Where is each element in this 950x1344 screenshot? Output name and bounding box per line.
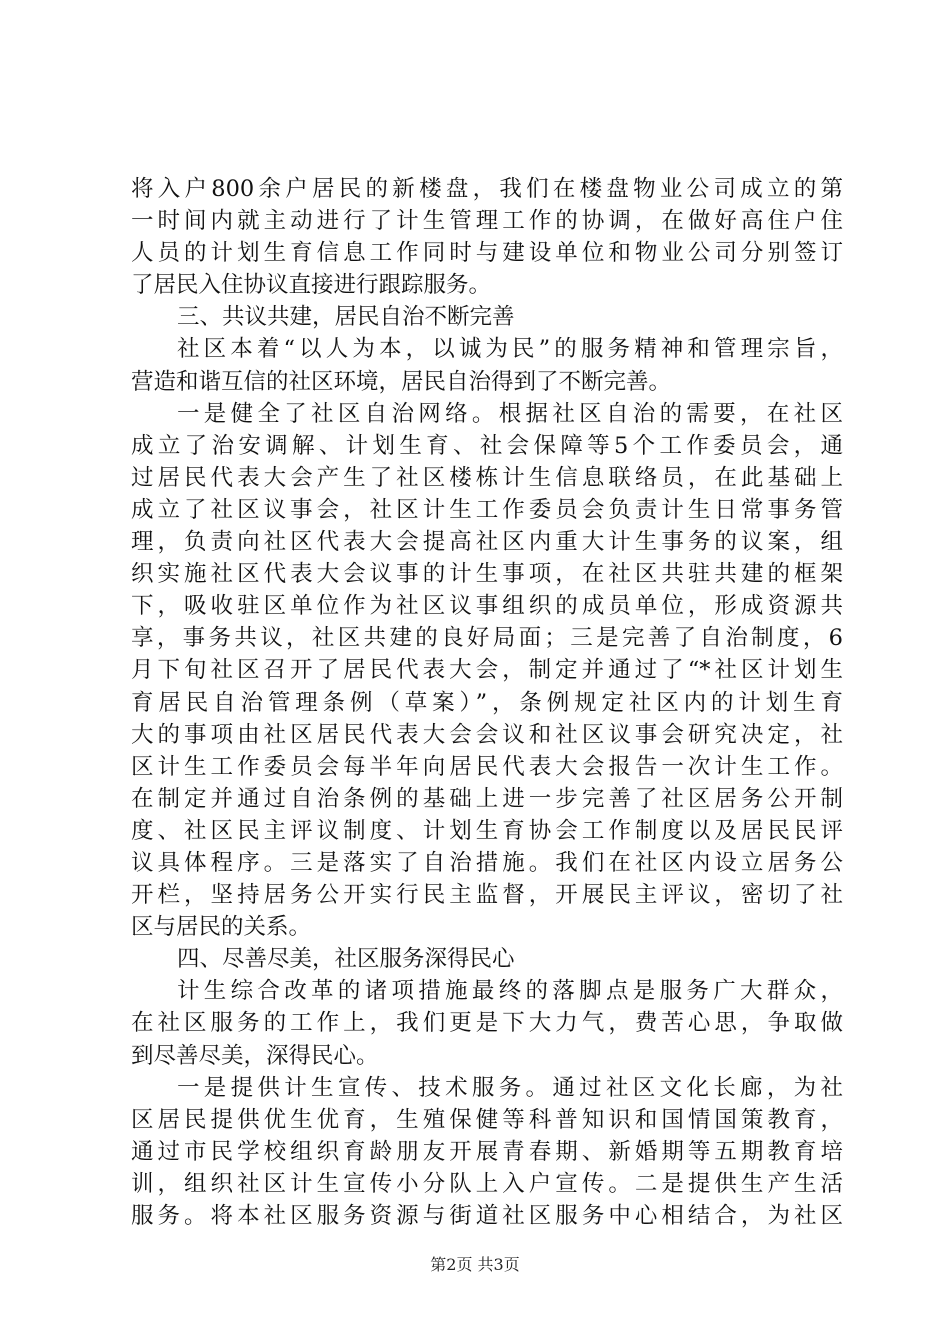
- text-line: 服务。将本社区服务资源与街道社区服务中心相结合，为社区: [131, 1203, 843, 1229]
- text-line: 计生综合改革的诸项措施最终的落脚点是服务广大群众，: [177, 978, 843, 1005]
- section-heading: 四、尽善尽美，社区服务深得民心: [177, 946, 515, 973]
- text-line: 成立了社区议事会，社区计生工作委员会负责计生日常事务管: [131, 496, 843, 523]
- text-line: 区计生工作委员会每半年向居民代表大会报告一次计生工作。: [131, 753, 843, 780]
- text-line: 区居民提供优生优育，生殖保健等科普知识和国情国策教育，: [131, 1106, 843, 1133]
- text-line: 织实施社区代表大会议事的计生事项，在社区共驻共建的框架: [131, 561, 843, 588]
- section-heading: 三、共议共建，居民自治不断完善: [177, 304, 515, 331]
- text-line: 享，事务共议，社区共建的良好局面；三是完善了自治制度，6: [131, 625, 843, 652]
- text-line: 度、社区民主评议制度、计划生育协会工作制度以及居民民评: [131, 817, 843, 844]
- text-line: 开栏，坚持居务公开实行民主监督，开展民主评议，密切了社: [131, 882, 843, 909]
- text-line: 训，组织社区计生宣传小分队上入户宣传。二是提供生产生活: [131, 1170, 843, 1197]
- text-line: 营造和谐互信的社区环境，居民自治得到了不断完善。: [131, 368, 672, 395]
- text-line: 育居民自治管理条例（草案）”，条例规定社区内的计划生育: [131, 689, 843, 716]
- text-line: 一时间内就主动进行了计生管理工作的协调，在做好高住户住: [131, 208, 843, 235]
- text-line: 一是健全了社区自治网络。根据社区自治的需要，在社区: [177, 400, 843, 427]
- text-line: 通过市民学校组织育龄朋友开展青春期、新婚期等五期教育培: [131, 1138, 843, 1165]
- text-line: 过居民代表大会产生了社区楼栋计生信息联络员，在此基础上: [131, 464, 843, 491]
- text-line: 区与居民的关系。: [131, 914, 312, 941]
- text-line: 了居民入住协议直接进行跟踪服务。: [131, 272, 492, 299]
- text-line: 到尽善尽美，深得民心。: [131, 1042, 379, 1069]
- document-body: [131, 173, 843, 1232]
- text-line: 将入户800余户居民的新楼盘，我们在楼盘物业公司成立的第: [131, 176, 843, 202]
- text-line: 议具体程序。三是落实了自治措施。我们在社区内设立居务公: [131, 849, 843, 876]
- page-number-footer: 第2页 共3页: [430, 1255, 520, 1274]
- text-line: 人员的计划生育信息工作同时与建设单位和物业公司分别签订: [131, 240, 843, 267]
- text-line: 大的事项由社区居民代表大会会议和社区议事会研究决定，社: [131, 721, 843, 748]
- text-line: 下，吸收驻区单位作为社区议事组织的成员单位，形成资源共: [131, 593, 843, 620]
- text-line: 月下旬社区召开了居民代表大会，制定并通过了“*社区计划生: [131, 657, 843, 684]
- text-line: 一是提供计生宣传、技术服务。通过社区文化长廊，为社: [177, 1074, 843, 1101]
- text-line: 社区本着“以人为本，以诚为民”的服务精神和管理宗旨，: [177, 336, 843, 363]
- text-line: 在制定并通过自治条例的基础上进一步完善了社区居务公开制: [131, 785, 843, 812]
- text-line: 成立了治安调解、计划生育、社会保障等5个工作委员会，通: [131, 432, 843, 459]
- text-line: 理，负责向社区代表大会提高社区内重大计生事务的议案，组: [131, 529, 843, 556]
- text-line: 在社区服务的工作上，我们更是下大力气，费苦心思，争取做: [131, 1010, 843, 1037]
